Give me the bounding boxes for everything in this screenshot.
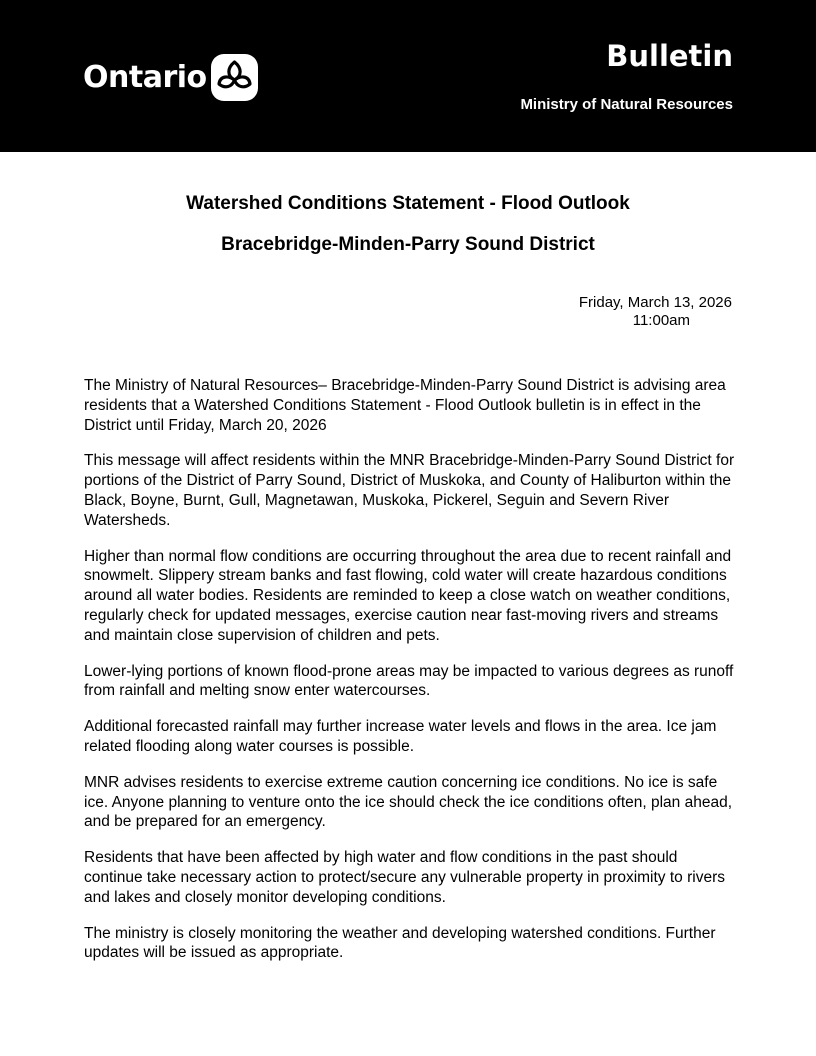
district-title: Bracebridge-Minden-Parry Sound District — [221, 234, 595, 255]
ontario-logo — [83, 54, 258, 101]
paragraph: Lower-lying portions of known flood-prone areas may be impacted to various degrees as runoff from rainfall and melting snow enter watercourses. — [84, 662, 734, 700]
paragraph: Residents that have been affected by high water and flow conditions in the past should continue take necessary action to protect/secure any vulnerable property in proximity to rivers and lakes and closely monitor developing conditions. — [84, 849, 725, 906]
paragraph: Additional forecasted rainfall may further increase water levels and flows in the area. Ice jam related flooding along water courses is possible. — [84, 718, 717, 755]
logo-text: Ontario — [83, 59, 207, 95]
bulletin-header — [0, 0, 816, 152]
bulletin-label: Bulletin — [606, 39, 733, 73]
bulletin-body — [84, 376, 740, 979]
paragraph: The ministry is closely monitoring the weather and developing watershed conditions. Further updates will be issued as appropriate. — [84, 924, 716, 962]
paragraph: The Ministry of Natural Resources– Bracebridge-Minden-Parry Sound District is advising area residents that a Watershed Conditions Statement - Flood Outlook bulletin is in effect in the District until Friday, March 20, 2026 — [84, 377, 726, 434]
bulletin-time: 11:00am — [632, 312, 690, 329]
dateline — [579, 294, 732, 330]
ministry-name: Ministry of Natural Resources — [520, 96, 733, 113]
paragraph: MNR advises residents to exercise extreme caution concerning ice conditions. No ice is safe ice. Anyone planning to venture onto the ice should check the ice conditions often, plan ahead, and be prepared for an emergency. — [84, 773, 733, 831]
trillium-icon — [211, 54, 258, 101]
document-title: Watershed Conditions Statement - Flood Outlook — [186, 193, 630, 214]
bulletin-date: Friday, March 13, 2026 — [578, 294, 732, 311]
paragraph: This message will affect residents within the MNR Bracebridge-Minden-Parry Sound District for portions of the District of Parry Sound, District of Muskoka, and County of Haliburton within the Black, Boyne, Burnt, Gull, Magnetawan, Muskoka, Pickerel, Seguin and Severn River Watersheds. — [84, 452, 735, 529]
paragraph: Higher than normal flow conditions are occurring throughout the area due to recent rainfall and snowmelt. Slippery stream banks and fast flowing, cold water will create hazardous conditions around all water bodies. Residents are reminded to keep a close watch on weather conditions, regularly check for updated messages, exercise caution near fast-moving rivers and streams and maintain close supervision of children and pets. — [84, 547, 732, 644]
